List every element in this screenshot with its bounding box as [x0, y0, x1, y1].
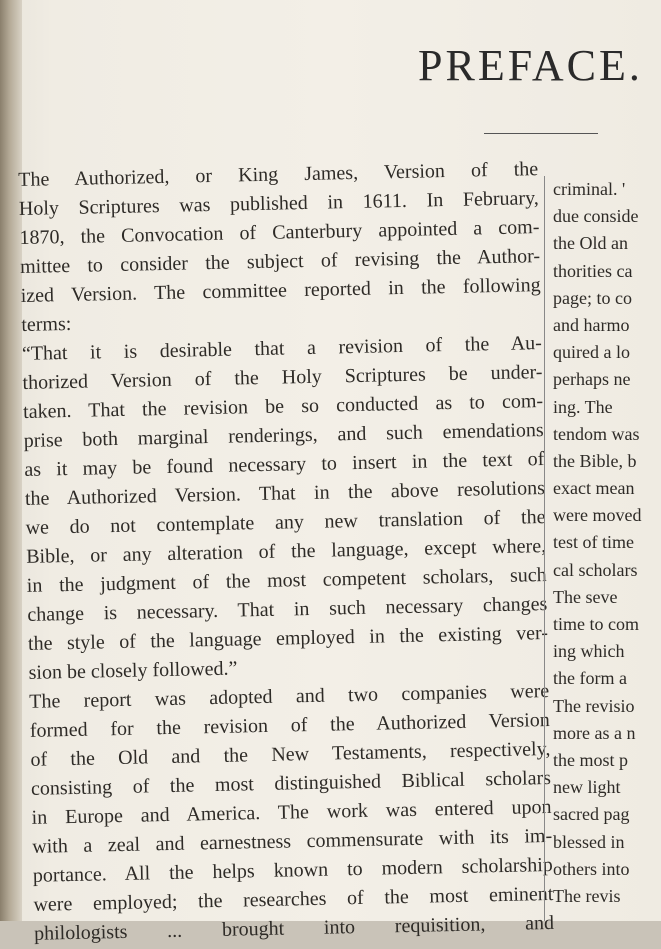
left-text-column: [18, 155, 554, 949]
text-line: ized Version. The committee reported in the following: [20, 274, 541, 307]
text-line: The report was adopted and two companies were: [28, 679, 550, 713]
text-line: “That it is desirable that a revision of the Au-: [21, 332, 543, 365]
text-line: sion be closely followed.”: [28, 657, 238, 684]
text-line: the Authorized Version. That in the above resolutions: [24, 477, 546, 510]
text-line: formed for the revision of the Authorized Version: [29, 708, 550, 742]
text-line: criminal. ': [553, 179, 626, 199]
text-line: with a zeal and earnestness commensurate with its im-: [32, 824, 553, 858]
text-line: we do not contemplate any new translation of the: [25, 506, 546, 539]
text-line: blessed in: [553, 831, 625, 852]
page-title: PREFACE.: [418, 41, 643, 90]
text-line: page; to co: [553, 287, 632, 308]
text-line: exact mean: [553, 478, 635, 499]
text-line: of the Old and the New Testaments, respectively,: [30, 737, 551, 771]
text-line: thorized Version of the Holy Scriptures be under-: [22, 361, 543, 394]
text-line: quired a lo: [553, 342, 630, 363]
text-line: The revisio: [553, 695, 635, 716]
text-line: new light: [553, 777, 621, 798]
text-line: the style of the language employed in the existing ver-: [27, 622, 549, 655]
text-line: consisting of the most distinguished Biblical scholars: [30, 766, 552, 800]
text-line: mittee to consider the subject of revising the Author-: [19, 245, 541, 278]
text-line: portance. All the helps known to modern scholarship: [32, 853, 553, 887]
text-line: change is necessary. That in such necessary changes: [27, 593, 548, 626]
text-line: The revis: [553, 885, 621, 906]
text-line: the most p: [553, 749, 628, 770]
text-line: the Old an: [553, 233, 628, 254]
text-line: ing. The: [553, 396, 613, 417]
text-line: due conside: [553, 206, 639, 227]
text-line: The seve: [553, 586, 618, 607]
text-line: The Authorized, or King James, Version of the: [18, 158, 539, 191]
text-line: in Europe and America. The work was entered upon: [31, 795, 552, 829]
text-line: were employed; the researches of the most eminent: [33, 882, 554, 916]
text-line: taken. That the revision be so conducted as to com-: [22, 390, 544, 423]
text-line: prise both marginal renderings, and such emendations: [23, 419, 544, 452]
text-line: time to com: [553, 614, 639, 634]
text-line: 1870, the Convocation of Canterbury appointed a com-: [19, 216, 540, 249]
text-line: ing which: [553, 641, 625, 662]
text-line: more as a n: [553, 722, 636, 743]
text-line: sacred pag: [553, 804, 630, 825]
text-line: others into: [553, 858, 630, 879]
title-rule: [484, 133, 598, 134]
text-line: tendom was: [553, 423, 640, 444]
book-binding-edge: [0, 0, 22, 921]
text-line: Holy Scriptures was published in 1611. In February,: [18, 187, 540, 220]
text-line: Bible, or any alteration of the language, except where,: [25, 535, 547, 568]
text-line: were moved: [553, 505, 642, 526]
text-line: test of time: [553, 532, 634, 553]
text-line: as it may be found necessary to insert in the text of: [24, 448, 545, 481]
text-line: the form a: [553, 668, 627, 689]
column-divider: [544, 176, 545, 921]
text-line: in the judgment of the most competent scholars, such: [26, 564, 547, 597]
text-line: cal scholars: [553, 559, 638, 580]
text-line: the Bible, b: [553, 450, 637, 471]
text-line: thorities ca: [553, 260, 633, 281]
text-line: perhaps ne: [553, 369, 631, 390]
text-line: philologists ... brought into requisition, and: [33, 911, 555, 945]
right-text-column: [553, 176, 661, 910]
text-line: and harmo: [553, 314, 630, 335]
text-line: terms:: [21, 312, 72, 336]
